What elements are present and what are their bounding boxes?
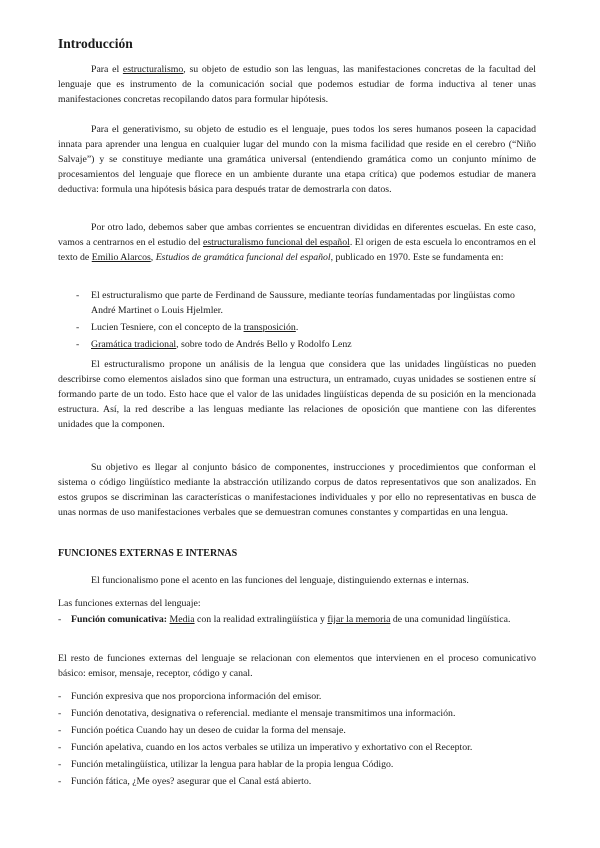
list-item [58,320,536,335]
link-emilio-alarcos[interactable]: Emilio Alarcos [91,252,151,263]
list-item: - Función apelativa, cuando en los actos verbales se utiliza un imperativo y exhortativo con el Receptor. [58,740,536,755]
paragraph-proceso-comunicativo: El resto de funciones externas del lenguaje se relacionan con elementos que intervienen en el proceso comunicativo básico: emisor, mensaje, receptor, código y canal. [58,653,536,679]
page-title: Introducción [58,36,133,51]
text-span: , su objeto de estudio son las lenguas, las manifestaciones concretas de la facultad del lenguaje que es instrumento de la comunicación social que podemos estudiar de forma inductiva al tener unas manifestaciones concretas recopilando datos para formular hipótesis. [58,64,536,105]
text-span: de una comunidad lingüística. [390,614,511,625]
text-span: Por otro lado, debemos saber que ambas corrientes se encuentran divididas en diferentes escuelas. En este caso, vamos a centrarnos en el estudio del [58,222,536,248]
paragraph-funcionalismo: El funcionalismo pone el acento en las funciones del lenguaje, distinguiendo externas e internas. [91,575,469,586]
paragraph-generativismo: Para el generativismo, su objeto de estudio es el lenguaje, pues todos los seres humanos poseen la capacidad innata para aprender una lengua en cualquier lugar del mundo con la misma facilidad que reside en el cerebro (“Niño Salvaje”) y se constituye mediante una gramática universal (entendiendo gramática como un conjunto mínimo de procesamientos del lenguaje que florece en un ambiente durante una etapa crítica) que podemos estudiar de manera deductiva: formula una hipótesis básica para después tratar de demostrarla con datos. [58,124,536,195]
section-heading: FUNCIONES EXTERNAS E INTERNAS [58,548,238,559]
text-span: , sobre todo de Andrés Bello y Rodolfo Lenz [176,339,352,350]
link-estructuralismo[interactable]: estructuralismo [122,64,184,75]
link-transposicion[interactable]: transposición [243,322,296,333]
paragraph-funciones-externas: Las funciones externas del lenguaje: [58,598,201,609]
link-media[interactable]: Media [169,614,195,625]
link-fijar-la-memoria[interactable]: fijar la memoria [327,614,391,625]
foundations-list [58,288,536,354]
list-item: - Función fática, ¿Me oyes? asegurar que el Canal está abierto. [58,774,536,789]
functions-list [58,689,536,791]
text-span: Lucien Tesniere, con el concepto de la [91,322,244,333]
term-label: Función comunicativa: [71,614,168,625]
list-item: - Función expresiva que nos proporciona información del emisor. [58,689,536,704]
list-item: - Función poética Cuando hay un deseo de cuidar la forma del mensaje. [58,723,536,738]
link-gramatica-tradicional[interactable]: Gramática tradicional [91,339,177,350]
text-span: . [295,322,299,333]
text-span: . El origen de esta escuela lo encontramos en el texto de [58,237,536,263]
list-item [58,288,536,318]
list-item [58,337,536,352]
book-title: Estudios de gramática funcional del español [155,252,331,263]
paragraph-estructuralismo [58,62,536,107]
list-item [58,612,536,627]
paragraph-estructura: El estructuralismo propone un análisis de la lengua que considera que las unidades lingüísticas no pueden describirse como elementos aislados sino que forman una estructura, un entramado, cuyas unidades se sostienen entre sí formando parte de un todo. Esto hace que el valor de las unidades lingüísticas dependa de su posición en la mencionada estructura. Así, la red describe a las lenguas mediante las relaciones de oposición que mantiene con las diferentes unidades que la componen. [58,359,536,430]
text-span: El estructuralismo que parte de Ferdinand de Saussure, mediante teorías fundamentadas por lingüistas como André Martinet o Louis Hjelmler. [91,290,515,316]
text-span: con la realidad extralingüística y [194,614,328,625]
link-estructuralismo-funcional[interactable]: estructuralismo funcional del español [202,237,350,248]
communicative-function-list [58,612,536,629]
list-item: - Función metalingüística, utilizar la lengua para hablar de la propia lengua Código. [58,757,536,772]
text-span: , publicado en 1970. Este se fundamenta en: [330,252,504,263]
text-span: , [150,252,156,263]
list-item: - Función denotativa, designativa o referencial. mediante el mensaje transmitimos una información. [58,706,536,721]
paragraph-escuelas [58,220,536,265]
text-span: Para el [91,64,123,75]
paragraph-objetivo: Su objetivo es llegar al conjunto básico de componentes, instrucciones y procedimientos que conforman el sistema o código lingüístico mediante la abstracción utilizando corpus de datos representativos que son analizados. En estos grupos se discriminan las características o manifestaciones individuales y por ello no representativas en busca de unas normas de uso manifestaciones verbales que se demuestran comunes constantes y compartidas en una lengua. [58,462,536,518]
